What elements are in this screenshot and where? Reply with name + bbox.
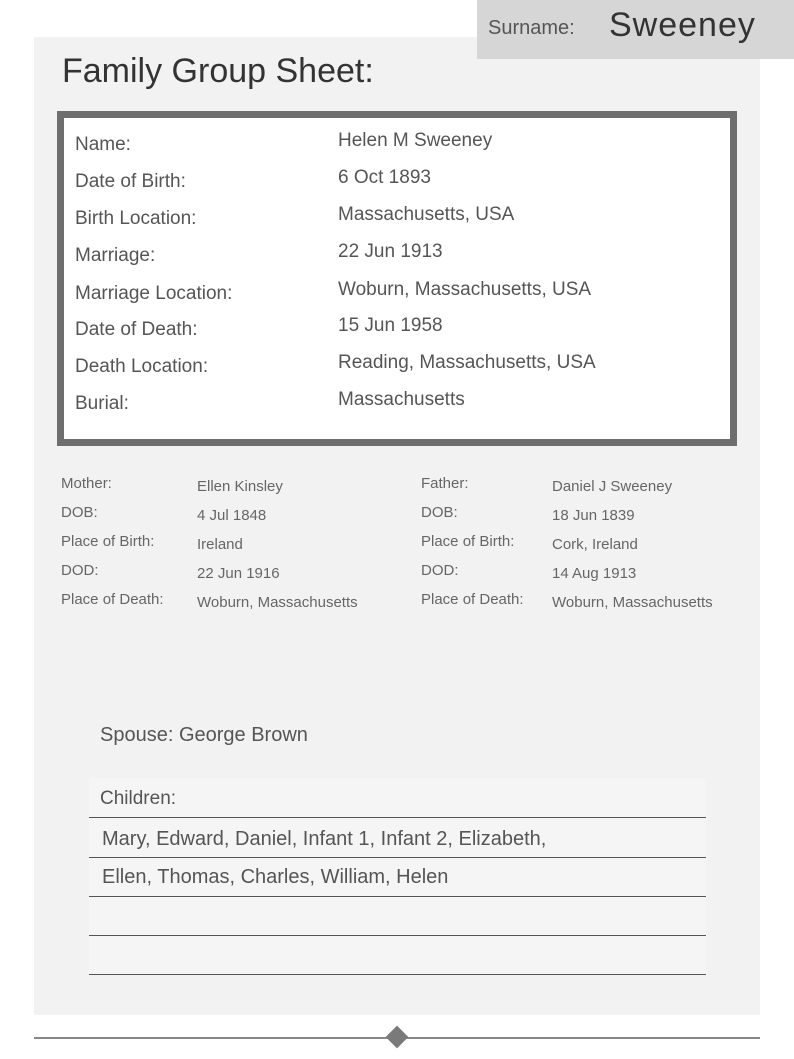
birth-location-row xyxy=(64,204,730,238)
birth-date-label: Date of Birth: xyxy=(75,171,186,192)
diamond-ornament-icon xyxy=(386,1026,409,1049)
burial-label: Burial: xyxy=(75,393,129,414)
father-birthplace-label: Place of Birth: xyxy=(421,533,515,550)
father-label: Father: xyxy=(421,475,469,492)
death-location-label: Death Location: xyxy=(75,356,209,377)
mother-birthplace-value: Ireland xyxy=(197,536,243,553)
page-title: Family Group Sheet: xyxy=(62,52,374,90)
father-value: Daniel J Sweeney xyxy=(552,478,673,495)
burial-row xyxy=(64,389,730,423)
children-rule xyxy=(89,896,706,897)
children-line-1: Mary, Edward, Daniel, Infant 1, Infant 2, Elizabeth, xyxy=(102,828,547,850)
birth-date-row xyxy=(64,167,730,201)
mother-deathplace-label: Place of Death: xyxy=(61,591,164,608)
death-location-row xyxy=(64,352,730,386)
surname-box xyxy=(477,0,794,59)
marriage-location-row xyxy=(64,279,730,313)
surname-value: Sweeney xyxy=(609,6,756,44)
death-date-value: 15 Jun 1958 xyxy=(338,315,443,336)
father-birthplace-value: Cork, Ireland xyxy=(552,536,638,553)
mother-value: Ellen Kinsley xyxy=(197,478,283,495)
name-row xyxy=(64,130,730,164)
mother-deathplace-value: Woburn, Massachusetts xyxy=(197,594,358,611)
children-line-2: Ellen, Thomas, Charles, William, Helen xyxy=(102,866,449,888)
marriage-location-label: Marriage Location: xyxy=(75,283,233,304)
children-rule xyxy=(89,817,706,818)
spouse-line: Spouse: George Brown xyxy=(100,724,308,746)
mother-dob-value: 4 Jul 1848 xyxy=(197,507,267,524)
mother-dod-value: 22 Jun 1916 xyxy=(197,565,280,582)
name-value: Helen M Sweeney xyxy=(338,130,493,151)
children-rule xyxy=(89,974,706,975)
father-dod-value: 14 Aug 1913 xyxy=(552,565,637,582)
burial-value: Massachusetts xyxy=(338,389,465,410)
birth-location-label: Birth Location: xyxy=(75,208,197,229)
surname-label: Surname: xyxy=(488,17,575,39)
father-dob-label: DOB: xyxy=(421,504,458,521)
marriage-label: Marriage: xyxy=(75,245,156,266)
death-date-label: Date of Death: xyxy=(75,319,198,340)
children-label: Children: xyxy=(100,788,177,809)
father-deathplace-label: Place of Death: xyxy=(421,591,524,608)
children-rule xyxy=(89,935,706,936)
children-rule xyxy=(89,857,706,858)
name-label: Name: xyxy=(75,134,131,155)
death-location-value: Reading, Massachusetts, USA xyxy=(338,352,596,373)
mother-dob-label: DOB: xyxy=(61,504,98,521)
marriage-row xyxy=(64,241,730,275)
marriage-value: 22 Jun 1913 xyxy=(338,241,443,262)
person-details-box xyxy=(57,111,737,446)
father-deathplace-value: Woburn, Massachusetts xyxy=(552,594,713,611)
mother-birthplace-label: Place of Birth: xyxy=(61,533,155,550)
mother-label: Mother: xyxy=(61,475,112,492)
father-dob-value: 18 Jun 1839 xyxy=(552,507,635,524)
marriage-location-value: Woburn, Massachusetts, USA xyxy=(338,279,592,300)
father-dod-label: DOD: xyxy=(421,562,459,579)
birth-location-value: Massachusetts, USA xyxy=(338,204,515,225)
death-date-row xyxy=(64,315,730,349)
birth-date-value: 6 Oct 1893 xyxy=(338,167,431,188)
mother-dod-label: DOD: xyxy=(61,562,99,579)
